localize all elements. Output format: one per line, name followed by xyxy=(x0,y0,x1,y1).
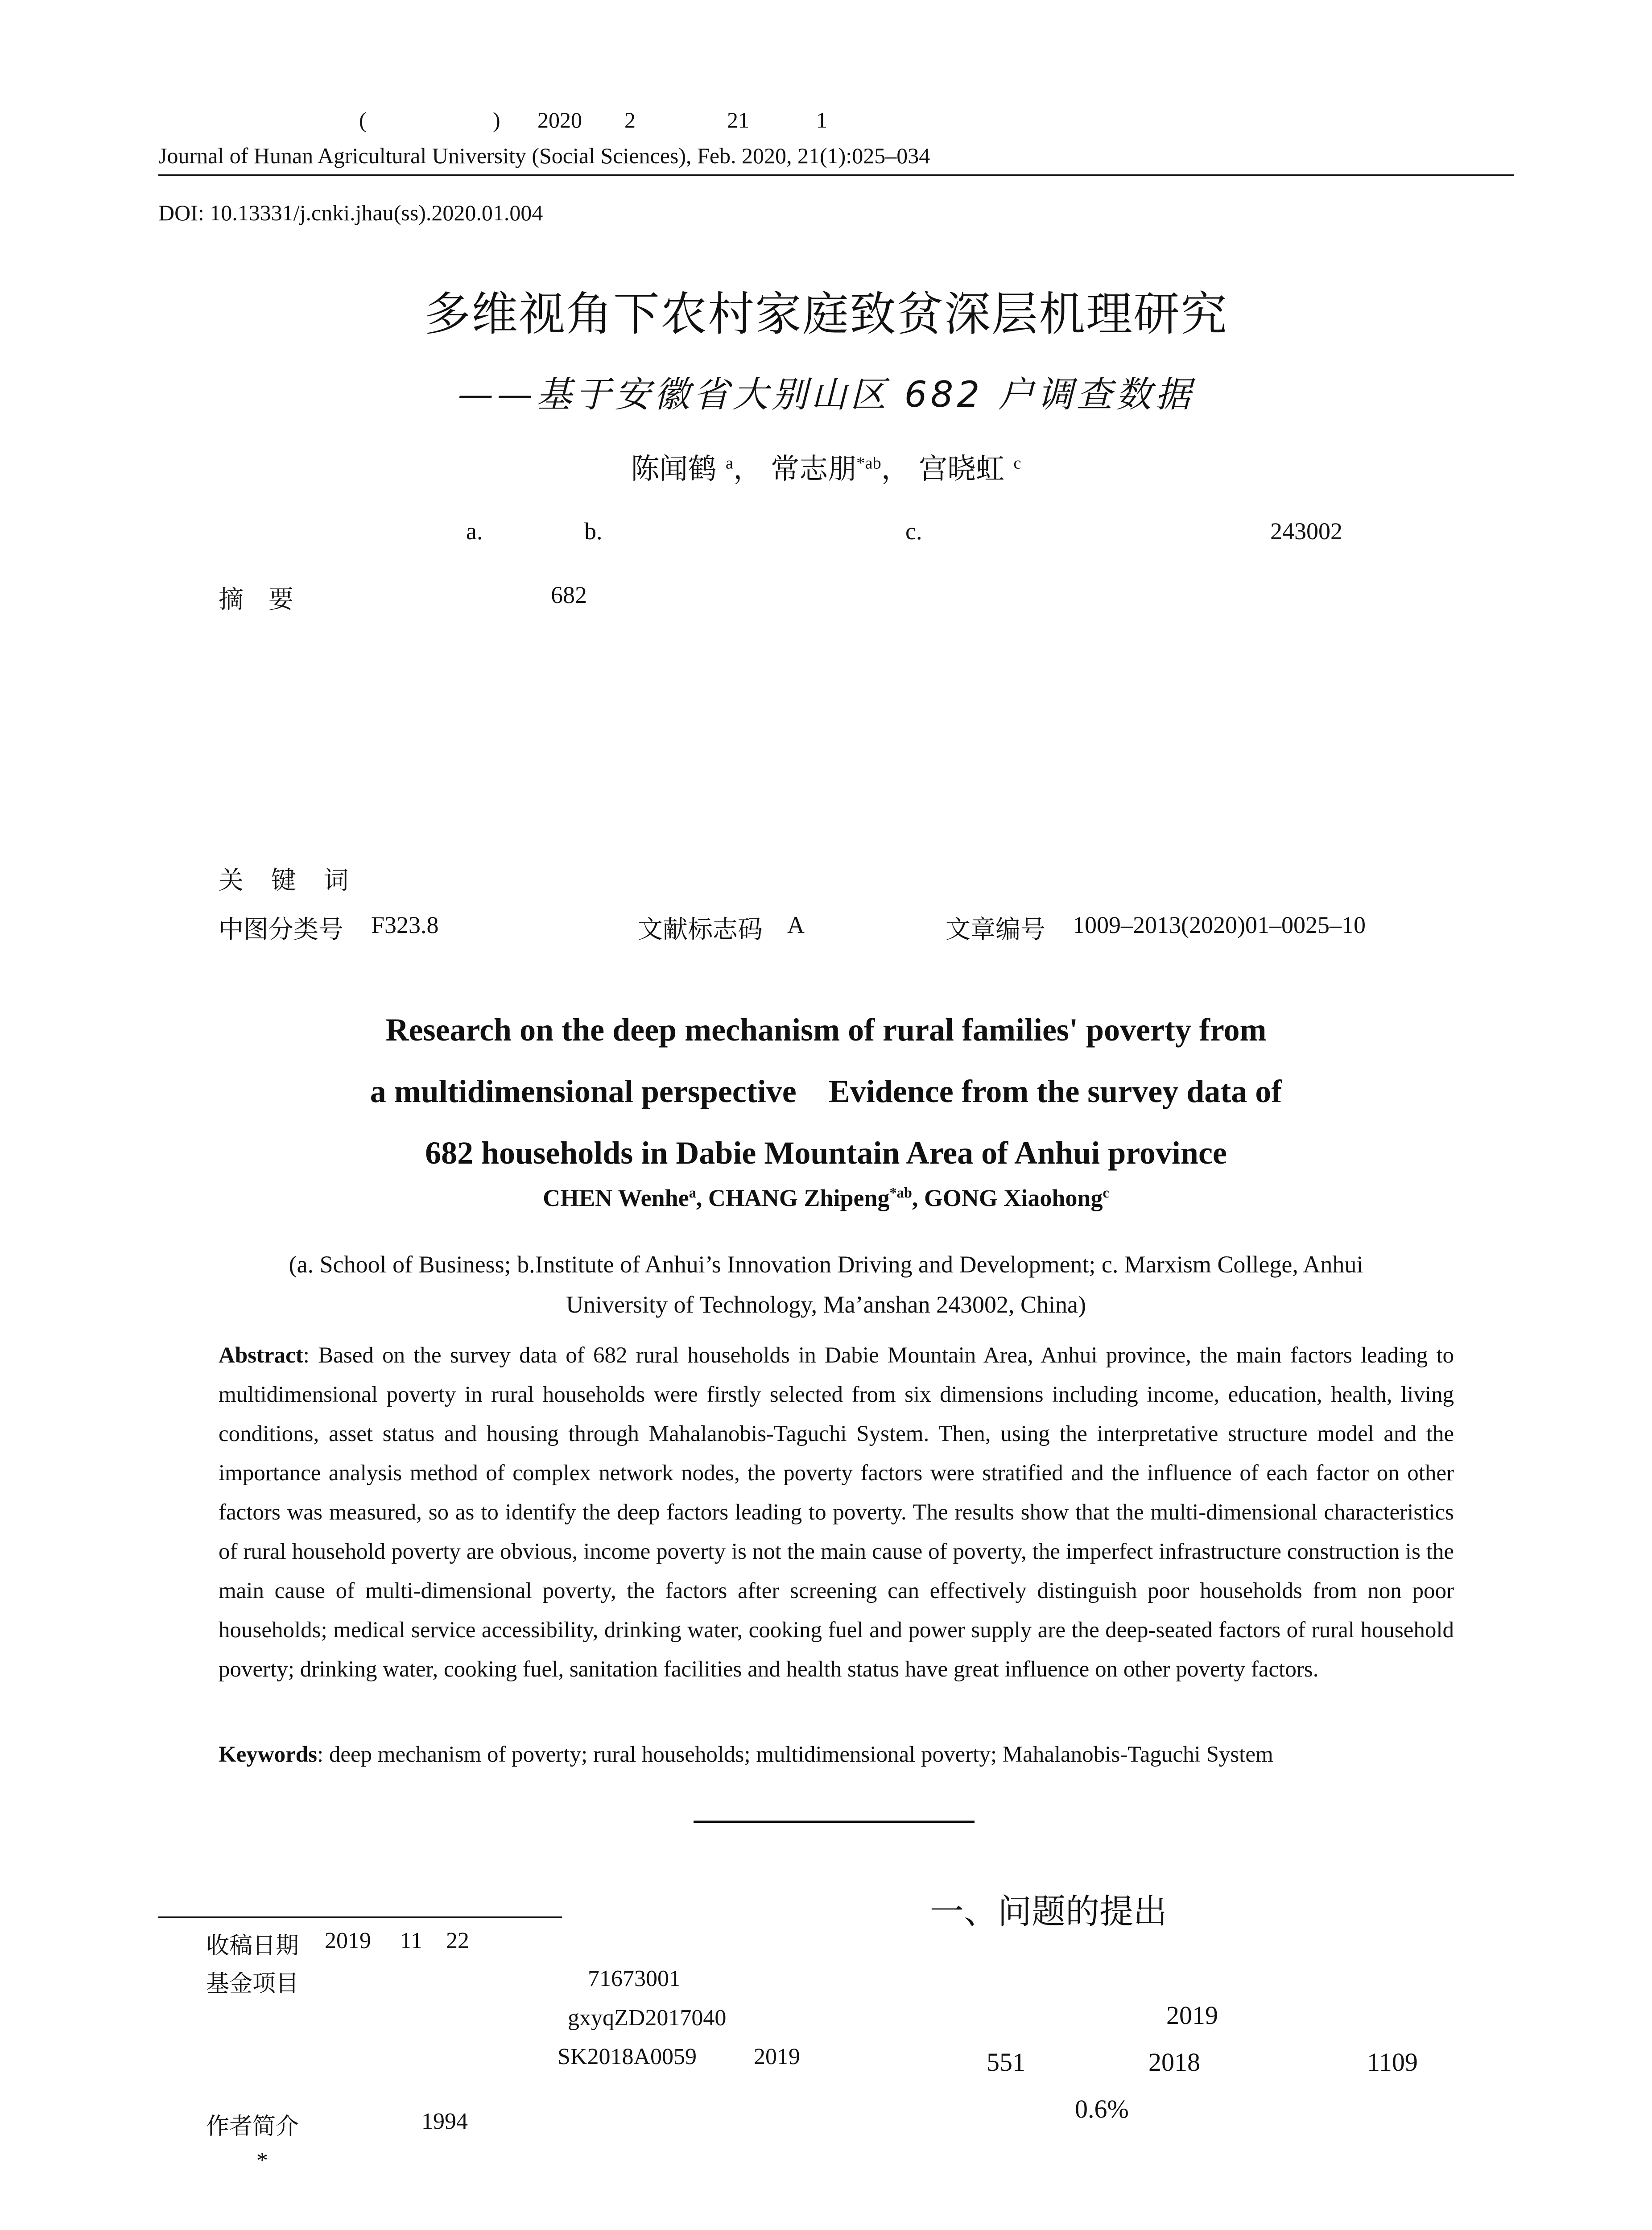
author-name: GONG Xiaohong xyxy=(924,1185,1103,1211)
section-heading: 一、问题的提出 xyxy=(930,1891,1167,1931)
affiliation-cn-c: c. xyxy=(905,518,922,545)
author-bio-year: 1994 xyxy=(421,2109,468,2134)
header-rule xyxy=(158,174,1514,176)
journal-header-cn-volume: 21 xyxy=(727,107,749,132)
section-divider xyxy=(694,1821,975,1823)
abstract-cn-label: 摘 要 xyxy=(219,585,293,614)
affiliation-cn-a: a. xyxy=(466,518,483,545)
article-number-label: 文章编号 xyxy=(946,915,1045,944)
keywords-en xyxy=(219,1742,1454,1767)
author-name: 宫晓虹 xyxy=(919,453,1005,486)
clc-value: F323.8 xyxy=(371,912,439,938)
author-name: 陈闻鹤 xyxy=(631,453,717,486)
title-cn: 多维视角下农村家庭致贫深层机理研究 xyxy=(424,287,1228,341)
journal-header-cn-month: 2 xyxy=(624,107,636,132)
body-number: 2018 xyxy=(1148,2048,1200,2077)
author-affiliation-mark: a xyxy=(725,454,733,473)
author-separator: , xyxy=(912,1185,924,1211)
body-number: 2019 xyxy=(1166,2001,1218,2030)
fund-number: 71673001 xyxy=(588,1966,681,1991)
journal-header-cn-year: 2020 xyxy=(537,107,582,132)
author-separator: ， xyxy=(881,453,910,486)
abstract-en-text: : Based on the survey data of 682 rural households in Dabie Mountain Area, Anhui province, the main factors leading to multidimensional poverty in rural households were firstly selected from six dimensions including income, education, health, living conditions, asset status and housing through Mahalanobis-Taguchi System. Then, using the interpretative structure model and the importance analysis method of complex network nodes, the poverty factors were stratified and the influence of each factor on other factors was measured, so as to identify the deep factors leading to poverty. The results show that the multi-dimensional characteristics of rural household poverty are obvious, income poverty is not the main cause of poverty, the imperfect infrastructure construction is the main cause of multi-dimensional poverty, the factors after screening can effectively distinguish poor households from non poor households; medical service accessibility, drinking water, cooking fuel and power supply are the deep-seated factors of rural household poverty; drinking water, cooking fuel, sanitation facilities and health status have great influence on other poverty factors. xyxy=(219,1343,1454,1682)
author-name: 常志朋 xyxy=(771,453,857,486)
abstract-en-label: Abstract xyxy=(219,1343,303,1368)
title-en-line: 682 households in Dabie Mountain Area of Anhui province xyxy=(425,1135,1227,1171)
author-affiliation-mark: *ab xyxy=(856,454,881,473)
received-year: 2019 xyxy=(325,1928,371,1953)
author-separator: , xyxy=(696,1185,708,1211)
received-day: 22 xyxy=(446,1928,469,1953)
body-number: 1109 xyxy=(1367,2048,1418,2077)
body-number: 551 xyxy=(987,2048,1025,2077)
author-name: CHANG Zhipeng xyxy=(708,1185,890,1211)
corresponding-star: * xyxy=(256,2148,268,2173)
clc-label: 中图分类号 xyxy=(219,915,343,944)
author-bio-label: 作者简介 xyxy=(206,2113,299,2140)
fund-number: SK2018A0059 xyxy=(558,2044,697,2069)
author-separator: ， xyxy=(733,453,762,486)
affiliation-cn-b: b. xyxy=(584,518,603,545)
received-month: 11 xyxy=(400,1928,423,1953)
footnote-rule xyxy=(158,1916,562,1918)
fund-label: 基金项目 xyxy=(206,1970,299,1997)
keywords-en-label: Keywords xyxy=(219,1742,317,1767)
doi: DOI: 10.13331/j.cnki.jhau(ss).2020.01.004 xyxy=(158,200,543,225)
title-en xyxy=(0,999,1652,1184)
journal-header-en: Journal of Hunan Agricultural University (Social Sciences), Feb. 2020, 21(1):025–034 xyxy=(158,143,930,168)
author-affiliation-mark: a xyxy=(689,1185,696,1201)
article-number-value: 1009–2013(2020)01–0025–10 xyxy=(1073,912,1366,938)
keywords-cn-label: 关 键 词 xyxy=(219,866,359,895)
keywords-en-text: : deep mechanism of poverty; rural households; multidimensional poverty; Mahalanobis-Taguchi System xyxy=(317,1742,1273,1767)
affiliation-en: (a. School of Business; b.Institute of Anhui’s Innovation Driving and Development; c. Marxism College, Anhui University of Technology, Ma’anshan 243002, China) xyxy=(289,1251,1363,1318)
author-affiliation-mark: c xyxy=(1103,1185,1109,1201)
authors-cn xyxy=(0,446,1652,487)
doc-code-label: 文献标志码 xyxy=(638,915,763,944)
doc-code-value: A xyxy=(787,912,805,938)
subtitle-cn: ——基于安徽省大别山区 682 户调查数据 xyxy=(458,374,1194,415)
author-affiliation-mark: c xyxy=(1013,454,1021,473)
author-affiliation-mark: *ab xyxy=(889,1185,912,1201)
title-en-line: Research on the deep mechanism of rural families' poverty from xyxy=(385,1012,1267,1048)
affiliation-cn-postcode: 243002 xyxy=(1270,518,1342,545)
title-en-line: a multidimensional perspective Evidence from the survey data of xyxy=(370,1074,1282,1109)
body-number: 0.6% xyxy=(1075,2094,1129,2123)
journal-header-cn-part: ) xyxy=(493,107,500,132)
fund-year: 2019 xyxy=(754,2044,800,2069)
fund-number: gxyqZD2017040 xyxy=(568,2005,727,2031)
journal-header-cn-part: ( xyxy=(359,107,367,132)
received-label: 收稿日期 xyxy=(206,1933,299,1959)
journal-header-cn-issue: 1 xyxy=(816,107,827,132)
abstract-en xyxy=(219,1336,1454,1689)
author-name: CHEN Wenhe xyxy=(543,1185,689,1211)
abstract-cn-number: 682 xyxy=(551,582,587,608)
authors-en xyxy=(0,1184,1652,1212)
